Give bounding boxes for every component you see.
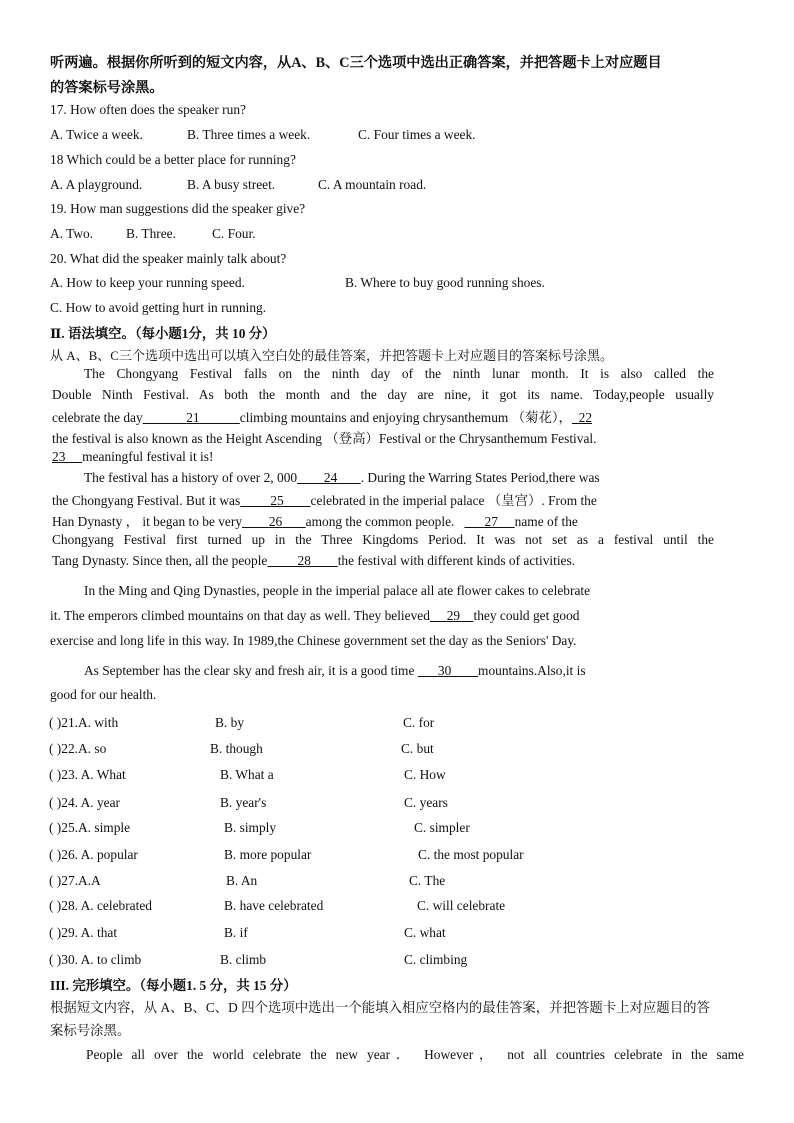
para3-line-2: it. The emperors climbed mountains on that day as well. They believed 29 they could get good: [50, 608, 580, 623]
para1-line-4: the festival is also known as the Height Ascending （登高）Festival or the Chrysanthemum Festival.: [52, 431, 597, 446]
q18-option-b: B. A busy street.: [187, 177, 276, 192]
option-row-29-c: C. what: [404, 925, 446, 940]
section-2-instruction: 从 A、B、C三个选项中选出可以填入空白处的最佳答案，并把答题卡上对应题目的答案标号涂黑。: [50, 348, 613, 363]
q20-option-a: A. How to keep your running speed.: [50, 275, 245, 290]
option-row-25-c: C. simpler: [414, 820, 470, 835]
q20-option-b: B. Where to buy good running shoes.: [345, 275, 545, 290]
blank-30: 30: [437, 663, 452, 678]
para2-line-3: Han Dynasty ， it began to be very 26 among the common people. 27 name of the: [52, 514, 578, 529]
option-row-25-b: B. simply: [224, 820, 277, 835]
option-row-30-c: C. climbing: [404, 952, 468, 967]
section-3-instruction-1: 根据短文内容，从 A、B、C、D 四个选项中选出一个能填入相应空格内的最佳答案，并把答题卡上对应题目的答: [50, 1000, 710, 1015]
para3-line-1: In the Ming and Qing Dynasties, people in the imperial palace all ate flower cakes to celebrate: [84, 583, 591, 598]
option-row-27-b: B. An: [226, 873, 258, 888]
para4-line-1: As September has the clear sky and fresh air, it is a good time 30 mountains.Also,it is: [84, 663, 586, 678]
q19-option-a: A. Two.: [50, 226, 94, 241]
q17-option-b: B. Three times a week.: [187, 127, 311, 142]
q17-option-a: A. Twice a week.: [50, 127, 143, 142]
blank-27: 27: [484, 514, 498, 529]
para1-line-3-start: celebrate the day: [52, 410, 143, 425]
option-row-22-c: C. but: [401, 741, 434, 756]
option-row-24-b: B. year's: [220, 795, 267, 810]
option-row-23-b: B. What a: [220, 767, 274, 782]
option-row-21-a: ( )21.A. with: [49, 715, 119, 730]
blank-22: 22: [578, 410, 593, 425]
question-19: 19. How man suggestions did the speaker give?: [50, 201, 306, 216]
question-18: 18 Which could be a better place for running?: [50, 152, 296, 167]
para1-line-5: 23 meaningful festival it is!: [52, 449, 214, 464]
q17-option-c: C. Four times a week.: [358, 127, 476, 142]
blank-24: 24: [323, 470, 338, 485]
option-row-22-a: ( )22.A. so: [49, 741, 107, 756]
option-row-23-c: C. How: [404, 767, 446, 782]
option-row-21-b: B. by: [215, 715, 245, 730]
header-line-1: 听两遍。根据你所听到的短文内容，从A、B、C三个选项中选出正确答案，并把答题卡上对应题目: [50, 55, 662, 71]
para1-line-1: The Chongyang Festival falls on the ninth day of the ninth lunar month. It is also called the: [84, 366, 714, 381]
option-row-23-a: ( )23. A. What: [49, 767, 126, 782]
section-3-para-1: People all over the world celebrate the new year． However， not all countries celebrate in the same: [86, 1047, 744, 1062]
blank-29: 29: [446, 608, 461, 623]
option-row-28-b: B. have celebrated: [224, 898, 324, 913]
section-3-title: III. 完形填空。（每小题1. 5 分，共 15 分）: [50, 978, 297, 993]
option-row-28-c: C. will celebrate: [417, 898, 506, 913]
q20-option-c: C. How to avoid getting hurt in running.: [50, 300, 267, 315]
option-row-29-b: B. if: [224, 925, 248, 940]
section-2-title: Ⅱ. 语法填空。（每小题1分，共 10 分）: [50, 326, 276, 341]
option-row-25-a: ( )25.A. simple: [49, 820, 131, 835]
q18-option-c: C. A mountain road.: [318, 177, 427, 192]
option-row-27-c: C. The: [409, 873, 446, 888]
blank-25: 25: [270, 493, 284, 508]
para1-line-3-mid: climbing mountains and enjoying chrysanthemum （菊花），: [239, 410, 572, 425]
question-17: 17. How often does the speaker run?: [50, 102, 246, 117]
option-row-22-b: B. though: [210, 741, 263, 756]
option-row-30-b: B. climb: [220, 952, 267, 967]
para2-line-4: Chongyang Festival first turned up in the Three Kingdoms Period. It was not set as a festival until the: [52, 532, 714, 547]
para4-line-2: good for our health.: [50, 687, 157, 702]
q19-option-b: B. Three.: [126, 226, 176, 241]
para1-line-3: [52, 407, 592, 426]
q19-option-c: C. Four.: [212, 226, 256, 241]
option-row-28-a: ( )28. A. celebrated: [49, 898, 152, 913]
section-3-instruction-2: 案标号涂黑。: [50, 1023, 131, 1038]
option-row-24-a: ( )24. A. year: [49, 795, 121, 810]
para2-line-2: the Chongyang Festival. But it was 25 celebrated in the imperial palace （皇宫）. From the: [52, 493, 597, 508]
blank-23: 23: [52, 449, 66, 464]
q18-option-a: A. A playground.: [50, 177, 143, 192]
para1-line-2: Double Ninth Festival. As both the month and the day are nine, it got its name. Today,people usually: [52, 387, 714, 402]
para3-line-3: exercise and long life in this way. In 1989,the Chinese government set the day as the Seniors' Day.: [50, 633, 577, 648]
option-row-29-a: ( )29. A. that: [49, 925, 118, 940]
blank-21: 21: [186, 410, 200, 425]
option-row-21-c: C. for: [403, 715, 435, 730]
option-row-26-c: C. the most popular: [418, 847, 524, 862]
blank-26: 26: [268, 514, 283, 529]
para2-line-1: The festival has a history of over 2, 000 24 . During the Warring States Period,there was: [84, 470, 600, 485]
question-20: 20. What did the speaker mainly talk about?: [50, 251, 287, 266]
option-row-26-b: B. more popular: [224, 847, 312, 862]
para2-line-5: Tang Dynasty. Since then, all the people 28 the festival with different kinds of activities.: [52, 553, 576, 568]
option-row-26-a: ( )26. A. popular: [49, 847, 138, 862]
option-row-27-a: ( )27.A.A: [49, 873, 101, 888]
option-row-30-a: ( )30. A. to climb: [49, 952, 142, 967]
option-row-24-c: C. years: [404, 795, 448, 810]
blank-28: 28: [297, 553, 311, 568]
header-line-2: 的答案标号涂黑。: [50, 80, 164, 96]
